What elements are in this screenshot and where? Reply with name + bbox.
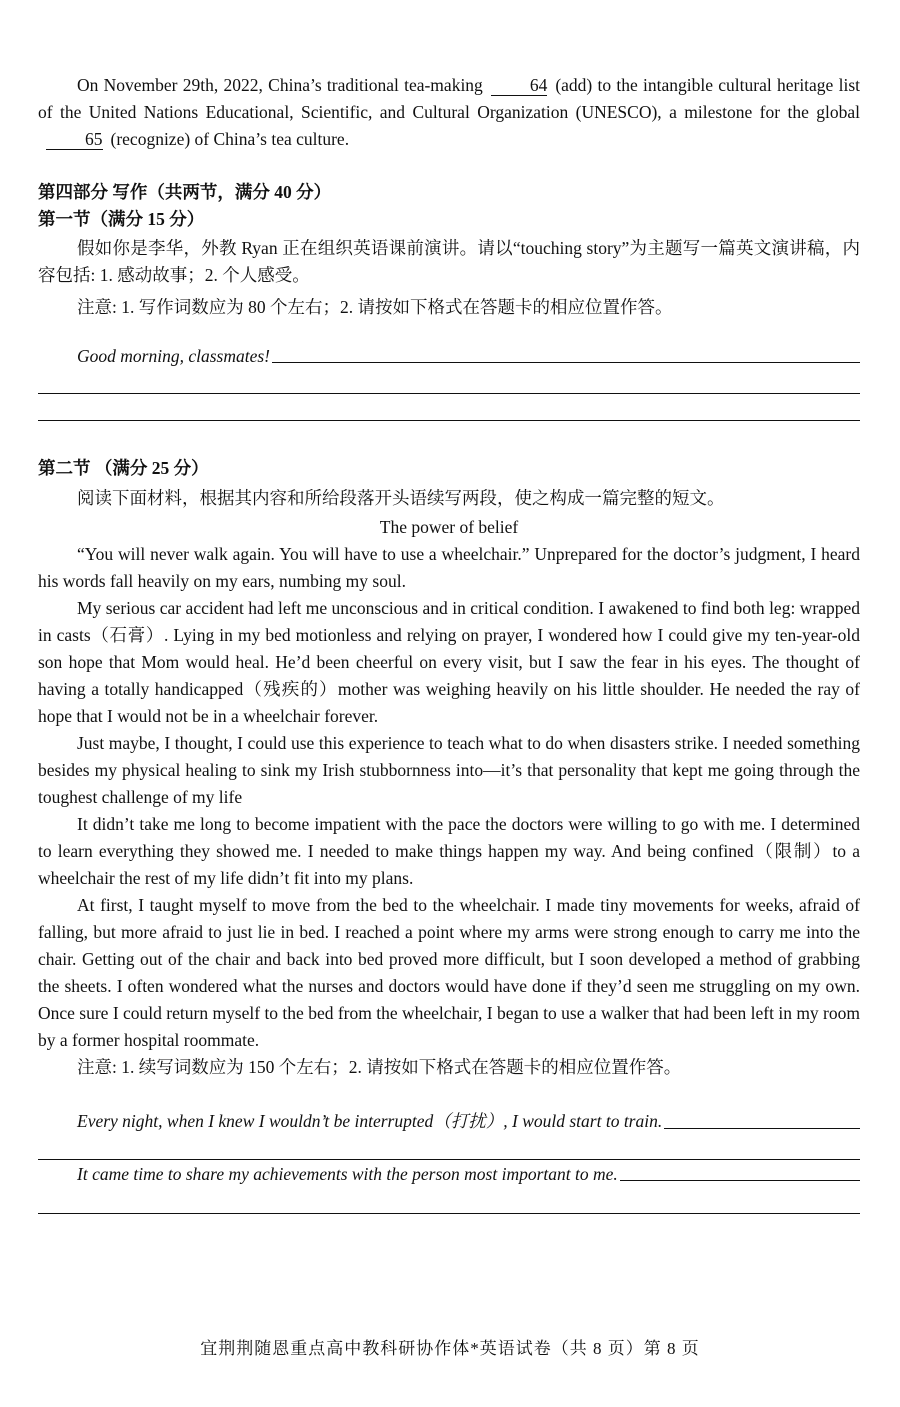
section1-heading: 第一节（满分 15 分） <box>38 209 205 229</box>
grammar-text-2: (add) to the intangible cultural heritage list of the United Nations Educational, Scientific, and Cultural Organization (UNESCO), a milestone for the global <box>38 75 860 122</box>
answer-line <box>620 1180 860 1181</box>
blank-65: 65 <box>46 129 103 150</box>
section2-lead-sentence-1: Every night, when I knew I wouldn’t be interrupted（打扰）, I would start to train. <box>77 1111 663 1131</box>
passage-paragraph: Just maybe, I thought, I could use this experience to teach what to do when disasters strike. I needed something besides my physical healing to sink my Irish stubbornness into—it’s that personality that kept me going through the toughest challenge of my life <box>38 733 860 807</box>
answer-line <box>38 1213 860 1214</box>
grammar-passage <box>38 72 860 153</box>
passage-paragraph: At first, I taught myself to move from the bed to the wheelchair. I made tiny movements for weeks, afraid of falling, but more afraid to just lie in bed. I reached a point where my arms were strong enough to carry me into the chair. Getting out of the chair and back into bed proved more difficult, but I soon developed a method of grabbing the sheets. I often wondered what the nurses and doctors would have done if they’d seen me struggling on my own. Once sure I could return myself to the bed from the wheelchair, I began to use a walker that had been left in my room by a former hospital roommate. <box>38 895 860 1050</box>
section1-note: 注意: 1. 写作词数应为 80 个左右；2. 请按如下格式在答题卡的相应位置作答。 <box>77 297 673 317</box>
section1-prompt: 假如你是李华，外教 Ryan 正在组织英语课前演讲。请以“touching story”为主题写一篇英文演讲稿，内容包括: 1. 感动故事；2. 个人感受。 <box>38 238 860 285</box>
page-footer: 宜荆荆随恩重点高中教科研协作体*英语试卷（共 8 页）第 8 页 <box>200 1339 700 1358</box>
section1-lead-sentence: Good morning, classmates! <box>77 346 270 366</box>
passage-paragraph: It didn’t take me long to become impatient with the pace the doctors were willing to go with me. I determined to learn everything they showed me. I needed to make things happen my way. And being confined（限制）to a wheelchair the rest of my life didn’t fit into my plans. <box>38 814 860 888</box>
answer-line <box>664 1128 860 1129</box>
section2-instruction: 阅读下面材料，根据其内容和所给段落开头语续写两段，使之构成一篇完整的短文。 <box>77 488 725 508</box>
part4-heading: 第四部分 写作（共两节，满分 40 分） <box>38 182 332 202</box>
grammar-text-3: (recognize) of China’s tea culture. <box>110 129 350 149</box>
grammar-paragraph <box>38 72 860 153</box>
section2-heading: 第二节 （满分 25 分） <box>38 458 209 478</box>
passage-paragraph: “You will never walk again. You will have to use a wheelchair.” Unprepared for the doctor’s judgment, I heard his words fall heavily on my ears, numbing my soul. <box>38 544 860 591</box>
grammar-text-1: On November 29th, 2022, China’s traditional tea-making <box>77 75 483 95</box>
section2-lead1-row <box>38 1108 860 1133</box>
section2-lead2-row <box>38 1164 860 1185</box>
answer-line <box>38 1159 860 1160</box>
section2-lead-sentence-2: It came time to share my achievements with the person most important to me. <box>77 1164 618 1184</box>
section2 <box>38 455 860 1081</box>
blank-64: 64 <box>491 75 548 96</box>
section2-note: 注意: 1. 续写词数应为 150 个左右；2. 请按如下格式在答题卡的相应位置作答。 <box>77 1057 682 1077</box>
passage-title: The power of belief <box>379 517 519 537</box>
answer-line <box>272 362 860 363</box>
answer-line <box>38 393 860 394</box>
passage-paragraph: My serious car accident had left me unconscious and in critical condition. I awakened to find both leg: wrapped in casts（石膏）. Lying in my bed motionless and relying on prayer, I wondered how I could give my ten-year-old son hope that Mom would heal. He’d been cheerful on every visit, but I saw the fear in his eyes. The thought of having a totally handicapped（残疾的）mother was weighing heavily on his little shoulder. He needed the ray of hope that I would not be in a wheelchair forever. <box>38 598 860 726</box>
part4-header <box>38 179 860 321</box>
answer-line <box>38 420 860 421</box>
section1-lead-row <box>38 346 860 367</box>
